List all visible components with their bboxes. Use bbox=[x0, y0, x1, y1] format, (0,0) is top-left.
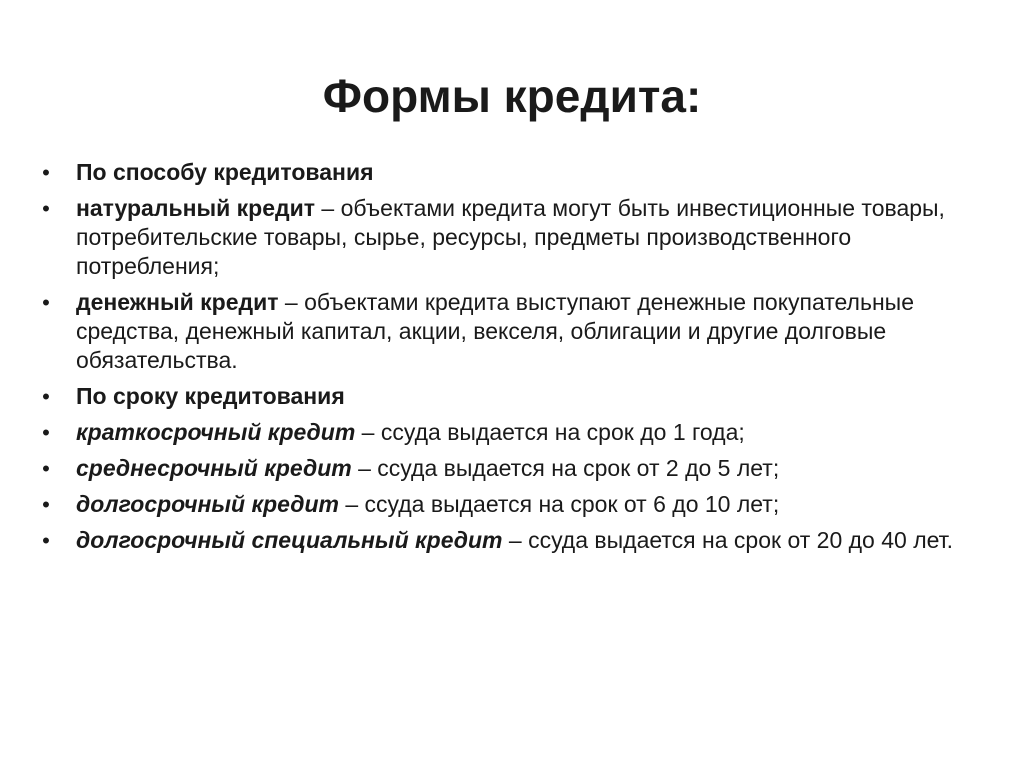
slide-title: Формы кредита: bbox=[322, 70, 702, 122]
bullet-icon: • bbox=[42, 160, 50, 185]
list-item-natural-credit bbox=[36, 194, 976, 281]
section-heading-by-method: По способу кредитования bbox=[76, 159, 374, 185]
list-item-long-term-special bbox=[36, 526, 976, 555]
definition-long-term-credit: – ссуда выдается на срок от 6 до 10 лет; bbox=[338, 491, 780, 517]
bullet-icon: • bbox=[42, 456, 50, 481]
term-medium-term-credit: среднесрочный кредит bbox=[76, 455, 352, 481]
bullet-icon: • bbox=[42, 492, 50, 517]
definition-natural-credit: – объектами кредита могут быть инвестиционные товары, потребительские товары, сырье, ресурсы, предметы производственного потребления; bbox=[76, 195, 945, 279]
bullet-icon: • bbox=[42, 196, 50, 221]
bullet-icon: • bbox=[42, 290, 50, 315]
bullet-icon: • bbox=[42, 528, 50, 553]
term-long-term-special-credit: долгосрочный специальный кредит bbox=[76, 527, 503, 553]
list-item-by-term bbox=[36, 382, 976, 411]
list-item-short-term bbox=[36, 418, 976, 447]
bullet-list bbox=[36, 158, 976, 562]
term-money-credit: денежный кредит bbox=[76, 289, 279, 315]
definition-money-credit: – объектами кредита выступают денежные покупательные средства, денежный капитал, акции, векселя, облигации и другие долговые обязательства. bbox=[76, 289, 914, 373]
bullet-icon: • bbox=[42, 420, 50, 445]
term-long-term-credit: долгосрочный кредит bbox=[76, 491, 339, 517]
term-natural-credit: натуральный кредит bbox=[76, 195, 316, 221]
list-item-medium-term bbox=[36, 454, 976, 483]
definition-medium-term-credit: – ссуда выдается на срок от 2 до 5 лет; bbox=[351, 455, 780, 481]
list-item-by-method bbox=[36, 158, 976, 187]
definition-long-term-special-credit: – ссуда выдается на срок от 20 до 40 лет. bbox=[502, 527, 954, 553]
list-item-money-credit bbox=[36, 288, 976, 375]
bullet-icon: • bbox=[42, 384, 50, 409]
definition-short-term-credit: – ссуда выдается на срок до 1 года; bbox=[355, 419, 745, 445]
section-heading-by-term: По сроку кредитования bbox=[76, 383, 345, 409]
term-short-term-credit: краткосрочный кредит bbox=[76, 419, 356, 445]
list-item-long-term bbox=[36, 490, 976, 519]
